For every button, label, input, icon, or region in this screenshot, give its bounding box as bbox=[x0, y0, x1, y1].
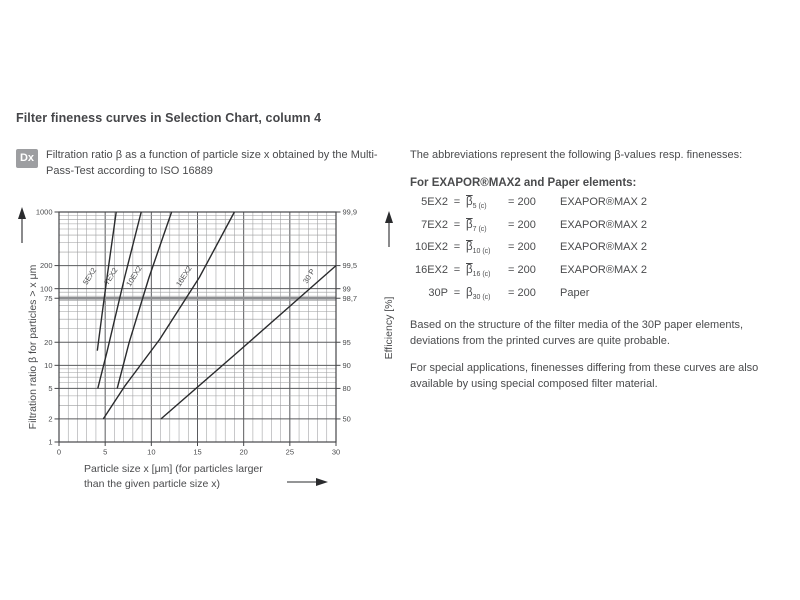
x-tick-label: 30 bbox=[331, 447, 341, 457]
beta-subscript: 16 (c) bbox=[472, 271, 491, 279]
product-name: EXAPOR®MAX 2 bbox=[560, 196, 647, 208]
element-code: 30P bbox=[428, 286, 448, 299]
fineness-chart bbox=[0, 195, 420, 500]
elements-heading: For EXAPOR®MAX2 and Paper elements: bbox=[410, 176, 637, 189]
y-left-tick-label: 10 bbox=[44, 360, 53, 370]
beta-value: = 200 bbox=[508, 196, 536, 208]
curve-10EX2 bbox=[117, 212, 171, 388]
curve-label-5EX2: 5EX2 bbox=[80, 265, 99, 287]
equals-sign: = bbox=[453, 218, 461, 231]
curve-label-10EX2: 10EX2 bbox=[124, 264, 144, 289]
x-tick-label: 20 bbox=[239, 447, 248, 457]
x-tick-label: 25 bbox=[285, 447, 295, 457]
y-left-tick-label: 20 bbox=[44, 337, 53, 347]
beta-row bbox=[410, 286, 647, 309]
element-code: 5EX2 bbox=[421, 196, 448, 208]
y-right-tick-label: 99,5 bbox=[342, 261, 358, 271]
right-column bbox=[410, 148, 786, 392]
y-right-tick-label: 99 bbox=[342, 284, 351, 294]
special-applications-note: For special applications, finenesses differing from these curves are also available by using special composed filter material. bbox=[410, 362, 759, 390]
beta-subscript: 10 (c) bbox=[472, 248, 491, 256]
curve-label-7EX2: 7EX2 bbox=[102, 265, 120, 287]
y-left-tick-label: 1000 bbox=[35, 207, 53, 217]
y-left-tick-label: 75 bbox=[44, 293, 53, 303]
equals-sign: = bbox=[453, 264, 461, 277]
element-code: 10EX2 bbox=[414, 241, 448, 254]
beta-symbol: $\overline{\beta}$ bbox=[466, 264, 473, 277]
product-name: Paper bbox=[560, 286, 590, 299]
beta-value: = 200 bbox=[508, 286, 536, 299]
curve-16EX2 bbox=[103, 212, 234, 419]
beta-row bbox=[410, 240, 647, 263]
page-title: Filter fineness curves in Selection Chart, column 4 bbox=[16, 111, 322, 125]
beta-subscript: 30 (c) bbox=[472, 293, 491, 301]
y-left-tick-label: 5 bbox=[48, 384, 53, 394]
dx-badge: Dx bbox=[16, 149, 38, 168]
equals-sign: = bbox=[453, 286, 461, 299]
beta-value: = 200 bbox=[508, 218, 536, 231]
beta-row bbox=[410, 263, 647, 286]
curve-label-30P: 30 P bbox=[301, 267, 317, 286]
equals-sign: = bbox=[453, 196, 461, 208]
abbreviations-intro: The abbreviations represent the following β-values resp. finenesses: bbox=[410, 149, 743, 161]
beta-value: = 200 bbox=[508, 241, 536, 254]
beta-row bbox=[410, 195, 647, 218]
x-axis-title-line2: than the given particle size x) bbox=[84, 478, 220, 490]
y-right-tick-label: 95 bbox=[342, 337, 351, 347]
element-code: 7EX2 bbox=[421, 218, 448, 231]
beta-value: = 200 bbox=[508, 264, 536, 277]
y-left-axis-title: Filtration ratio β for particles > x μm bbox=[27, 264, 39, 430]
beta-subscript: 5 (c) bbox=[472, 203, 487, 211]
y-right-tick-label: 80 bbox=[342, 384, 351, 394]
beta-symbol: β bbox=[466, 286, 473, 299]
beta-values-table bbox=[410, 195, 647, 308]
y-right-tick-label: 90 bbox=[342, 360, 351, 370]
dx-note-text: Filtration ratio β as a function of particle size x obtained by the Multi-Pass-Test according to ISO 16889 bbox=[46, 149, 378, 177]
beta-row bbox=[410, 218, 647, 241]
x-tick-label: 10 bbox=[147, 447, 156, 457]
paper-deviation-note: Based on the structure of the filter media of the 30P paper elements, deviations from the printed curves are quite probable. bbox=[410, 319, 744, 347]
x-tick-label: 15 bbox=[193, 447, 202, 457]
x-tick-label: 0 bbox=[56, 447, 62, 457]
y-left-tick-label: 200 bbox=[39, 261, 53, 271]
x-tick-label: 5 bbox=[103, 447, 108, 457]
x-axis-title-line1: Particle size x [μm] (for particles larger bbox=[84, 463, 263, 475]
curve-label-16EX2: 16EX2 bbox=[174, 264, 194, 289]
right-arrow-icon bbox=[316, 478, 328, 486]
y-right-tick-label: 50 bbox=[342, 414, 351, 424]
product-name: EXAPOR®MAX 2 bbox=[560, 264, 647, 277]
beta-subscript: 7 (c) bbox=[472, 225, 487, 233]
y-right-tick-label: 98,7 bbox=[342, 293, 358, 303]
y-right-tick-label: 99,9 bbox=[342, 207, 358, 217]
equals-sign: = bbox=[453, 241, 461, 254]
beta-symbol: $\overline{\beta}$ bbox=[466, 241, 473, 254]
y-left-tick-label: 100 bbox=[39, 284, 53, 294]
up-arrow-icon bbox=[385, 211, 393, 223]
product-name: EXAPOR®MAX 2 bbox=[560, 241, 647, 254]
y-left-tick-label: 2 bbox=[48, 414, 53, 424]
beta-symbol: $\overline{\beta}$ bbox=[466, 196, 473, 208]
element-code: 16EX2 bbox=[414, 264, 448, 277]
y-right-axis-title: Efficiency [%] bbox=[383, 296, 395, 360]
up-arrow-icon bbox=[18, 207, 26, 219]
beta-symbol: $\overline{\beta}$ bbox=[466, 218, 473, 231]
product-name: EXAPOR®MAX 2 bbox=[560, 218, 647, 231]
y-left-tick-label: 1 bbox=[48, 437, 53, 447]
